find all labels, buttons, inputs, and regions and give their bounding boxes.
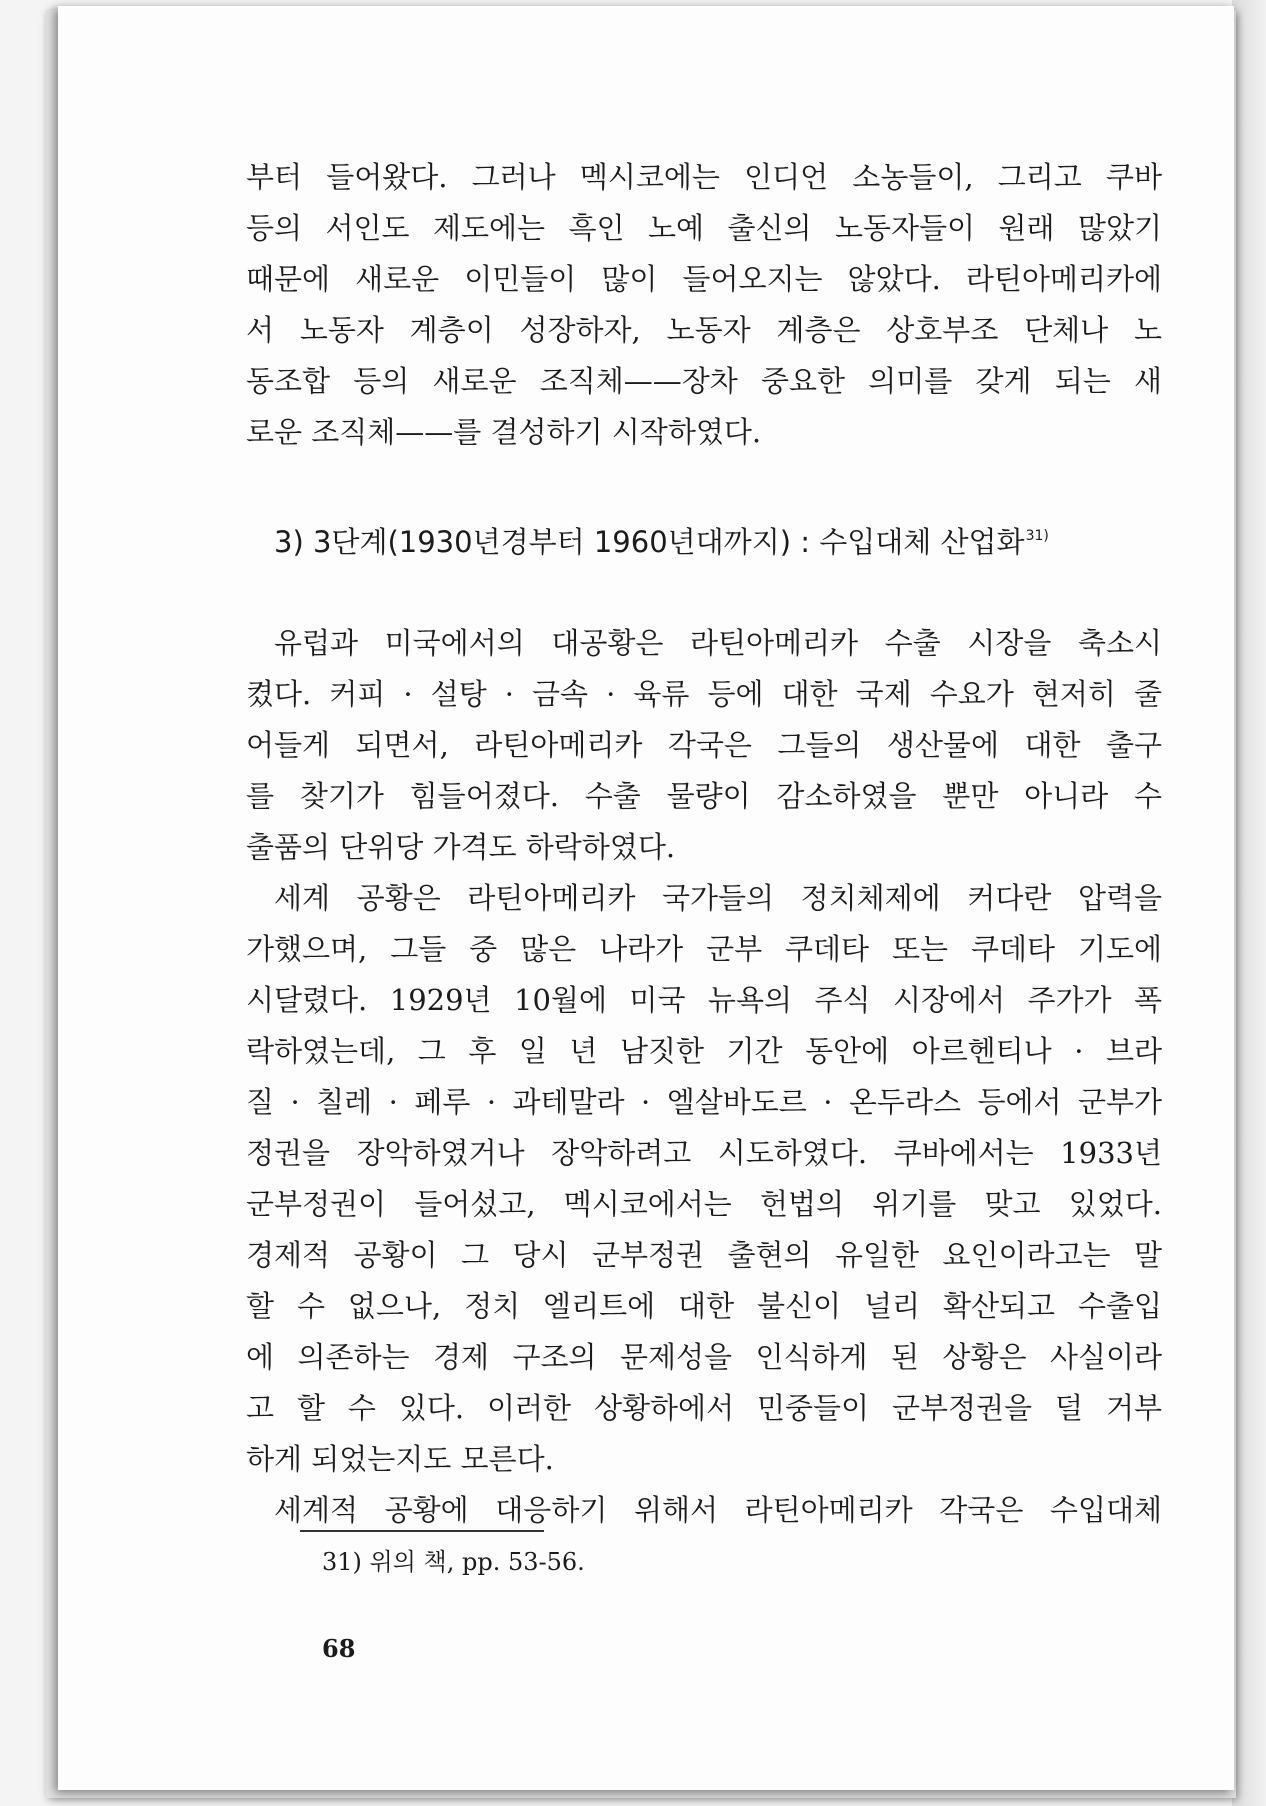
text-line: 서 노동자 계층이 성장하자, 노동자 계층은 상호부조 단체나 노 (246, 313, 1162, 347)
text-line: 군부정권이 들어섰고, 멕시코에서는 헌법의 위기를 맞고 있었다. (246, 1187, 1162, 1221)
text-line: 정권을 장악하였거나 장악하려고 시도하였다. 쿠바에서는 1933년 (246, 1136, 1162, 1170)
text-line: 할 수 없으나, 정치 엘리트에 대한 불신이 널리 확산되고 수출입 (246, 1289, 1162, 1323)
book-page (58, 6, 1234, 1790)
page-number: 68 (322, 1634, 356, 1663)
text-line: 등의 서인도 제도에는 흑인 노예 출신의 노동자들이 원래 많았기 (246, 211, 1162, 245)
text-line: 유럽과 미국에서의 대공황은 라틴아메리카 수출 시장을 축소시 (274, 626, 1162, 660)
text-line: 때문에 새로운 이민들이 많이 들어오지는 않았다. 라틴아메리카에 (246, 262, 1162, 296)
text-line: 출품의 단위당 가격도 하락하였다. (246, 830, 676, 864)
body-paragraph-1 (246, 618, 1162, 873)
text-line: 하게 되었는지도 모른다. (246, 1442, 554, 1476)
text-line: 켰다. 커피 · 설탕 · 금속 · 육류 등에 대한 국제 수요가 현저히 줄 (246, 677, 1162, 711)
text-line: 고 할 수 있다. 이러한 상황하에서 민중들이 군부정권을 덜 거부 (246, 1391, 1162, 1425)
text-line: 어들게 되면서, 라틴아메리카 각국은 그들의 생산물에 대한 출구 (246, 728, 1162, 762)
text-line: 락하였는데, 그 후 일 년 남짓한 기간 동안에 아르헨티나 · 브라 (246, 1034, 1162, 1068)
text-line: 시달렸다. 1929년 10월에 미국 뉴욕의 주식 시장에서 주가가 폭 (246, 983, 1162, 1017)
footnote-divider (300, 1530, 544, 1532)
text-line: 세계적 공황에 대응하기 위해서 라틴아메리카 각국은 수입대체 (274, 1493, 1162, 1527)
text-line: 로운 조직체——를 결성하기 시작하였다. (246, 415, 762, 449)
backdrop-edge (1232, 0, 1266, 1806)
continuation-paragraph (246, 152, 1162, 458)
text-line: 경제적 공황이 그 당시 군부정권 출현의 유일한 요인이라고는 말 (246, 1238, 1162, 1272)
section-heading (274, 520, 1049, 561)
body-paragraph-2 (246, 873, 1162, 1485)
footnote-reference: 31) (1025, 528, 1049, 544)
text-line: 에 의존하는 경제 구조의 문제성을 인식하게 된 상황은 사실이라 (246, 1340, 1162, 1374)
text-line: 세계 공황은 라틴아메리카 국가들의 정치체제에 커다란 압력을 (274, 881, 1162, 915)
section-heading-text: 3) 3단계(1930년경부터 1960년대까지) : 수입대체 산업화 (274, 525, 1025, 559)
text-line: 부터 들어왔다. 그러나 멕시코에는 인디언 소농들이, 그리고 쿠바 (246, 160, 1162, 194)
text-line: 를 찾기가 힘들어졌다. 수출 물량이 감소하였을 뿐만 아니라 수 (246, 779, 1162, 813)
text-line: 가했으며, 그들 중 많은 나라가 군부 쿠데타 또는 쿠데타 기도에 (246, 932, 1162, 966)
footnote-text: 31) 위의 책, pp. 53-56. (322, 1548, 585, 1576)
text-line: 질 · 칠레 · 페루 · 과테말라 · 엘살바도르 · 온두라스 등에서 군부가 (246, 1085, 1162, 1119)
text-line: 동조합 등의 새로운 조직체——장차 중요한 의미를 갖게 되는 새 (246, 364, 1162, 398)
body-paragraph-3 (246, 1485, 1162, 1536)
